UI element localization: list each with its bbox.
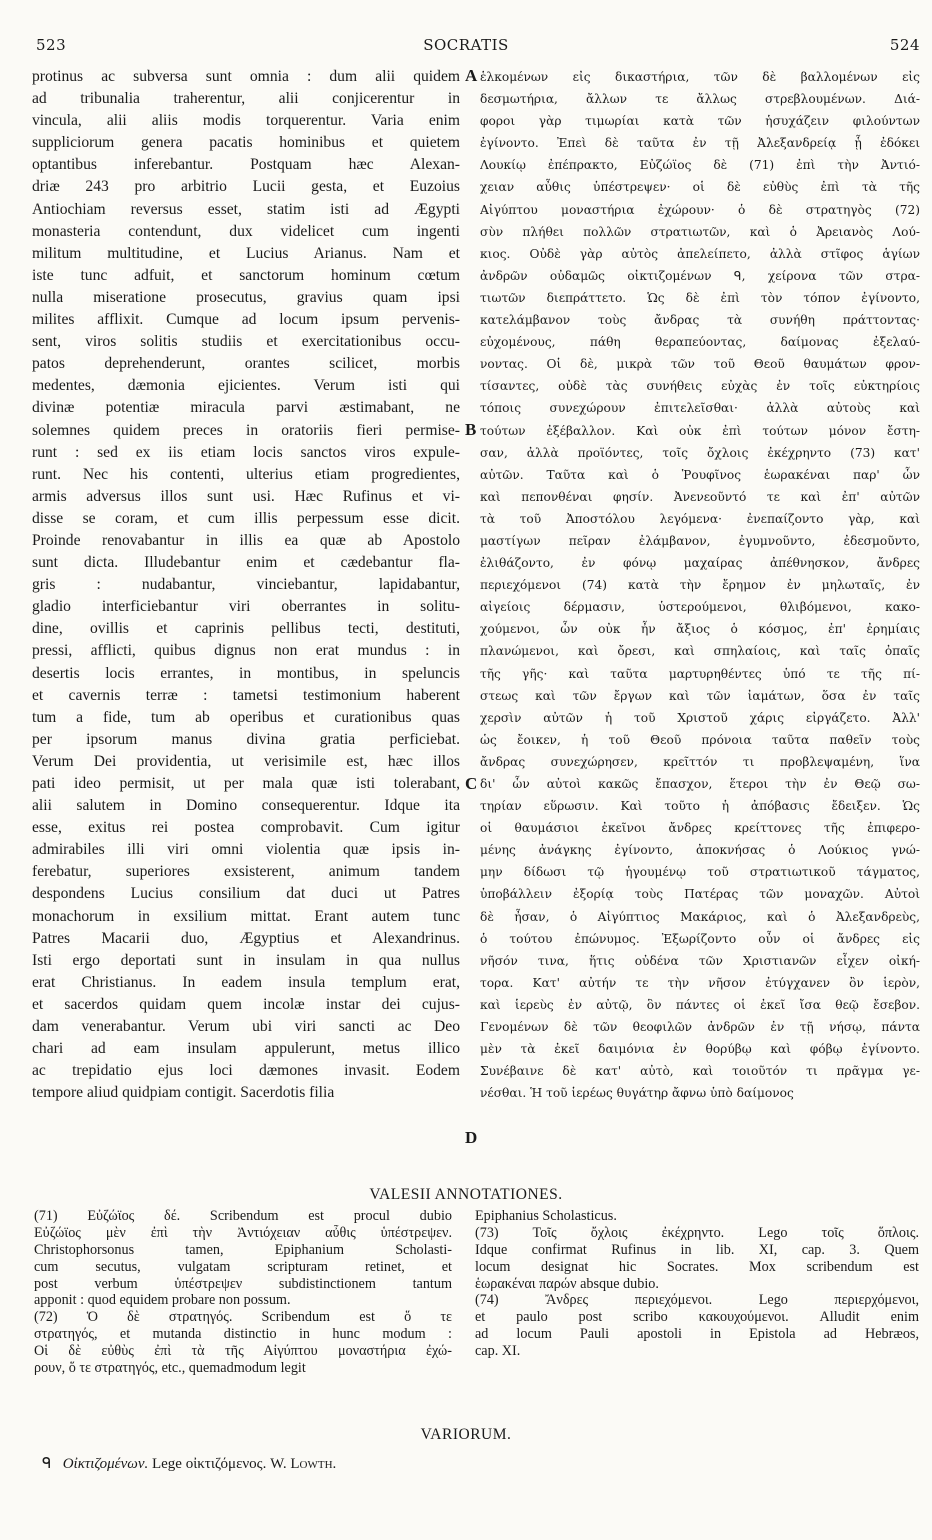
annotation-line: (73) Τοῖς ὄχλοις ἐκέχρηντο. Lego τοῖς ὅπλοις. [475, 1224, 919, 1241]
latin-text-line: Proinde renovabantur in illis ea quæ ab Apostolo [32, 531, 460, 549]
margin-letter-c: C [465, 774, 478, 793]
greek-text-line: μαστίγων πεῖραν ἐλάμβανον, ἐγυμνοῦντο, ἐδεσμοῦντο, [480, 533, 920, 548]
latin-text-line: ferebatur, superiores exsisterent, animum tandem [32, 863, 460, 881]
latin-text-line: sent, viros solitis studiis et exercitationibus occu- [32, 333, 460, 351]
greek-text-line: τόποις συνεχώρουν ἐπιτελεῖσθαι· ἀλλὰ αὐτοὺς καὶ [480, 401, 920, 416]
greek-text-line: περιεχόμενοι (74) κατὰ τὴν ἔρημον ἐν μηλωταῖς, ἐν [480, 578, 920, 593]
greek-text-line: δι' ὧν αὐτοὶ κακῶς ἔπασχον, ἕτεροι τὴν ἐν Θεῷ σω- [480, 777, 920, 791]
annotation-line: Εὐζώϊος μὲν ἐπὶ τὴν Ἀντιόχειαν αὖθις ὑπέστρεψεν. [34, 1224, 452, 1241]
latin-text-line: alii salutem in Domino consequerentur. Idque ita [32, 797, 460, 815]
latin-text-line: sunt dicta. Illudebantur enim et cædebantur fla- [32, 554, 460, 572]
latin-text-line: per ipsorum manus divina gratia perficiebat. [32, 730, 460, 748]
greek-text-line: μένης ἀνάγκης ἐγίνοντο, ἀποκνήσας ὁ Λούκιος γνώ- [480, 843, 920, 858]
annotation-line: ἑωρακέναι παρών absque dubio. [475, 1275, 659, 1292]
greek-text-line: αὐτῶν. Ταῦτα καὶ ὁ Ῥουφῖνος ἑωρακέναι παρ' ὧν [480, 467, 920, 482]
greek-text-line: νοντας. Οἱ δὲ, μικρὰ τῶν τοῦ Θεοῦ θαυμάτων φρον- [480, 357, 920, 372]
greek-text-line: ὡς ἔοικεν, ἡ τοῦ Θεοῦ πρόνοια ταῦτα παθεῖν τοὺς [480, 732, 920, 747]
latin-column [32, 66, 460, 1104]
greek-text-line: εὐχομένους, πάθη θεραπεύοντας, δαίμονας ἐξελαύ- [480, 335, 920, 350]
latin-text-line: dam venerabantur. Verum ubi viri sancti ac Deo [32, 1018, 460, 1036]
greek-text-line: φοροι γὰρ τιμωρίαι κατὰ τῶν ἡσυχάζειν φιλούντων [480, 114, 920, 129]
annotations-left-column [34, 1208, 452, 1377]
variorum-note [42, 1454, 336, 1473]
latin-text-line: milites afflixit. Cumque ad locum ipsum pervenis- [32, 311, 460, 329]
annotation-line: ad locum Pauli apostoli in Epistola ad Hebræos, [475, 1326, 919, 1343]
annotation-line: apponit : quod equidem probare non possum. [34, 1292, 291, 1309]
greek-text-line: νέσθαι. Ἡ τοῦ ἱερέως θυγάτηρ ἄφνω ὑπὸ δαίμονος [480, 1086, 794, 1101]
greek-text-line: χερσὶν αὐτῶν ἡ τοῦ Χριστοῦ χάρις εἰργάζετο. Ἀλλ' [480, 710, 920, 725]
latin-text-line: chari ad eam insulam appulerunt, metus illico [32, 1040, 460, 1058]
greek-text-line: Γενομένων δὲ τῶν θεοφιλῶν ἀνδρῶν ἐν τῇ νήσῳ, πάντα [480, 1020, 920, 1035]
margin-letter-a: A [465, 66, 478, 85]
latin-text-line: militum multitudine, et Lucius Arianus. Nam et [32, 244, 460, 262]
latin-text-line: pressi, afflicti, quibus dignus non erat mundus : in [32, 642, 460, 660]
greek-text-line: ὑποβάλλειν ἐξορίᾳ τοὺς Πατέρας τῶν μοναχῶν. Αὐτοὶ [480, 887, 920, 902]
greek-text-line: Λουκίῳ ἐπέπρακτο, Εὐζώϊος δὲ (71) ἐπὶ τὴν Ἀντιό- [480, 158, 920, 173]
latin-text-line: driæ 243 pro arbitrio Lucii gesta, et Euzoius [32, 178, 460, 196]
greek-text-line: ὁ τούτου ἐπώνυμος. Ἐξωρίζοντο οὖν οἱ ἄνδρες εἰς [480, 931, 920, 946]
latin-text-line: medentes, dæmonia ejicientes. Verum isti qui [32, 377, 460, 395]
latin-text-line: Patres Macarii duo, Ægyptius et Alexandrinus. [32, 929, 460, 947]
variorum-author: W. Lowth. [270, 1456, 337, 1472]
greek-text-line: Συνέβαινε δὲ κατ' αὐτὸ, καὶ τοιοῦτόν τι πρᾶγμα γε- [480, 1064, 920, 1079]
annotation-line: (74) Ἄνδρες περιεχόμενοι. Lego περιερχόμενοι, [475, 1292, 919, 1309]
greek-text-line: τηρίαν εὕρωσιν. Καὶ τοῦτο ἡ ἀπόβασις ἔδειξεν. Ὡς [480, 799, 920, 814]
latin-text-line: protinus ac subversa sunt omnia : dum alii quidem [32, 68, 460, 85]
latin-text-line: optantibus inferebantur. Postquam hæc Alexan- [32, 156, 460, 174]
greek-text-line: πλανώμενοι, καὶ ὄρεσι, καὶ σπηλαίοις, καὶ ταῖς ὀπαῖς [480, 644, 920, 659]
latin-text-line: Isti ergo deportati sunt in insulam in qua nullus [32, 951, 460, 969]
greek-text-line: Αἰγύπτου μοναστήρια ἐχώρουν· ὁ δὲ στρατηγὸς (72) [480, 202, 920, 217]
greek-text-line: τορα. Κατ' αὐτήν τε τὴν νῆσον ἐτύγχανεν ὂν ἱερὸν, [480, 975, 920, 990]
latin-text-line: divinæ potentiæ miracula parvi æstimabant, ne [32, 399, 460, 417]
margin-letter-b: B [465, 420, 477, 439]
latin-text-line: erat Christianus. In eadem insula templum erat, [32, 973, 460, 991]
running-title: SOCRATIS [423, 36, 509, 54]
greek-text-line: κιος. Οὐδὲ γὰρ αὐτὸς ἀπελείπετο, ἀλλὰ στῖφος ἁγίων [480, 246, 920, 261]
latin-text-line: armis adversus illos sunt usi. Hæc Rufinus et vi- [32, 487, 460, 505]
greek-text-line: οἱ θαυμάσιοι ἐκεῖνοι ἄνδρες κρείττονες τῆς ἐπιφερο- [480, 821, 920, 836]
greek-text-line: νῆσόν τινα, ἥτις οὐδένα τῶν Χριστιανῶν εἶχεν οἰκή- [480, 953, 920, 968]
greek-text-line: ἐλιθάζοντο, ἐν φόνῳ μαχαίρας ἀπέθνησκον, ἄνδρες [480, 556, 920, 571]
annotation-line: Idque confirmat Rufinus in lib. XI, cap. 3. Quem [475, 1241, 919, 1258]
latin-text-line: nulla miseratione prosecutus, gravius quam ipsi [32, 288, 460, 306]
latin-text-line: gladio interficiebantur viri oberrantes in solitu- [32, 598, 460, 616]
latin-text-line: dine, ovillis et caprinis pellibus tecti, destituti, [32, 620, 460, 638]
greek-text-line: τούτων ἐξέβαλλον. Καὶ οὐκ ἐπὶ τούτων μόνον ἔστη- [480, 423, 920, 438]
greek-text-line: τῆς γῆς· καὶ ταῦτα μαρτυρηθέντες ὑπό τε τῆς πί- [480, 666, 920, 681]
greek-text-line: ἄνδρας συνεχώρησεν, κρεῖττόν τι προβλεψαμένη, ἵνα [480, 754, 920, 769]
greek-text-line: καὶ πεπονθέναι φησίν. Ἀνενεοῦντό τε καὶ ἐπ' αὐτῶν [480, 489, 920, 504]
greek-text-line: τίσαντες, οὐδὲ τὰς συνήθεις εὐχὰς ἐν τοῖς εὐκτηρίοις [480, 379, 920, 394]
greek-text-line: σαν, ἀλλὰ προϊόντες, τοῖς ὄχλοις ἐκέχρηντο (73) κατ' [480, 445, 920, 460]
greek-text-line: μην δίδωσι τῷ ἡγουμένῳ τοῦ στρατιωτικοῦ τάγματος, [480, 865, 920, 880]
annotations-title: VALESII ANNOTATIONES. [369, 1186, 563, 1203]
greek-text-line: δὲ ἦσαν, ὁ Αἰγύπτιος Μακάριος, καὶ ὁ Ἀλεξανδρεὺς, [480, 909, 920, 924]
greek-text-line: σὺν πλήθει πολλῶν στρατιωτῶν, καὶ ὁ Ἀρειανὸς Λού- [480, 224, 920, 239]
annotation-line: cap. XI. [475, 1343, 521, 1360]
variorum-lemma: Οἰκτιζομένων. [62, 1456, 149, 1472]
latin-text-line: ac trepidatio ejus loci dæmones invasit. Eodem [32, 1062, 460, 1080]
variorum-text: Lege οἰκτιζόμενος. [151, 1456, 267, 1472]
latin-text-line: et cavernis terræ : tametsi testimonium haberent [32, 686, 460, 704]
latin-text-line: admirabiles illi viri omni violentia quæ ipsis in- [32, 841, 460, 859]
greek-text-line: τὰ τοῦ Ἀποστόλου λεγόμενα· ἐνεπαίζοντο γὰρ, καὶ [480, 511, 920, 526]
variorum-title: VARIORUM. [420, 1426, 512, 1443]
greek-text-line: αἰγείοις δέρμασιν, ὑστερούμενοι, θλιβόμενοι, κακο- [480, 600, 920, 615]
greek-text-line: χειαν αὖθις ὑπέστρεψεν· οἱ δὲ εὐθὺς ἐπὶ τὰ τῆς [480, 180, 920, 195]
latin-text-line: et sacerdos quidam quem incolæ instar dei cujus- [32, 995, 460, 1013]
latin-text-line: desertis locis errantes, in montibus, in speluncis [32, 664, 460, 682]
latin-text-line: vincula, alii aliis modis torquerentur. Varia enim [32, 112, 460, 130]
latin-text-line: runt. Nec his contenti, ulterius etiam progredientes, [32, 465, 460, 483]
greek-text-line: μὲν τὰ ἐκεῖ δαιμόνια ἐν θορύβῳ καὶ φόβῳ ἐγίνοντο. [480, 1042, 920, 1057]
annotation-line: et paulo post scribo κακουχούμενοι. Alludit enim [475, 1309, 919, 1326]
latin-text-line: solemnes quidem preces in oratoriis fieri permise- [32, 421, 460, 439]
annotation-line: locum designat hic Socrates. Mox scribendum est [475, 1258, 919, 1275]
annotation-line: Christophorsonus tamen, Epiphanium Scholasti- [34, 1241, 452, 1258]
latin-text-line: ad tribunalia traherentur, alii conjicerentur in [32, 90, 460, 108]
latin-text-line: patos deprehenderunt, orantes scilicet, morbis [32, 355, 460, 373]
margin-letter-d: D [465, 1128, 478, 1147]
greek-text-line: ἑλκομένων εἰς δικαστήρια, τῶν δὲ βαλλομένων εἰς [480, 70, 920, 84]
greek-text-line: ἐγίνοντο. Ἐπεὶ δὲ ταῦτα ἐν τῇ Ἀλεξανδρείᾳ ᾗ ἐδόκει [480, 136, 920, 151]
latin-text-line: tum a fide, tum ab operibus et curationibus quas [32, 708, 460, 726]
greek-text-line: καὶ ἱερεὺς ἐν αὐτῷ, ὃν πάντες οἱ ἐκεῖ ἴσα θεῷ ἔσεβον. [480, 997, 920, 1012]
variorum-marker: ᑫ [42, 1456, 52, 1472]
annotation-line: (71) Εὐζώϊος δέ. Scribendum est procul dubio [34, 1208, 452, 1224]
page-number-right: 524 [889, 36, 920, 54]
annotation-line: (72) Ὁ δὲ στρατηγός. Scribendum est ὅ τε [34, 1309, 452, 1326]
greek-text-line: δεσμωτήρια, ἄλλων τε ἄλλως στρεβλουμένων. Διά- [480, 92, 920, 107]
latin-text-line: gris : nudabantur, vinciebantur, lapidabantur, [32, 576, 460, 594]
latin-text-line: iste tunc adfuit, et sanctorum hominum cœtum [32, 266, 460, 284]
page-number-left: 523 [36, 36, 67, 54]
annotation-line: Οἱ δὲ εὐθὺς ἐπὶ τὰ τῆς Αἰγύπτου μοναστήρια ἐχώ- [34, 1343, 452, 1360]
latin-text-line: pati ideo permisit, ut per mala quæ isti tolerabant, [32, 775, 460, 792]
latin-text-line: tempore aliud quidpiam contigit. Sacerdotis filia [32, 1084, 335, 1102]
greek-text-line: τιωτῶν διεπράττετο. Ὡς δὲ ἐπὶ τὸν τόπον ἐγίνοντο, [480, 290, 920, 305]
annotation-line: post verbum ὑπέστρεψεν subdistinctionem tantum [34, 1275, 452, 1292]
greek-text-line: κατελάμβανον τοὺς ἄνδρας τὰ συνήθη πράττοντας· [480, 313, 920, 328]
annotation-line: cum secutus, vulgatam scripturam retinet, et [34, 1258, 452, 1275]
latin-text-line: Antiochiam reversus esset, statim isti ad Ægypti [32, 200, 460, 218]
annotation-line: ρουν, ὅ τε στρατηγός, etc., quemadmodum legit [34, 1360, 306, 1377]
latin-text-line: Verum Dei providentia, ut verisimile est, hæc illos [32, 752, 460, 770]
latin-text-line: monachorum in exsilium mittat. Erant autem tunc [32, 907, 460, 925]
latin-text-line: despondens Lucius consilium dat duci ut Patres [32, 885, 460, 903]
greek-text-line: χούμενοι, ὧν οὐκ ἦν ἄξιος ὁ κόσμος, ἐπ' ἐρημίαις [480, 622, 920, 637]
annotation-line: στρατηγός, et mutanda distinctio in hunc modum : [34, 1326, 452, 1343]
latin-text-line: esse, exitus rei postea comprobavit. Cum igitur [32, 819, 460, 837]
greek-text-line: ἀνδρῶν οὐδαμῶς οἰκτιζομένων ᑫ, χείρονα τῶν στρα- [480, 268, 920, 283]
annotations-right-column [475, 1208, 919, 1360]
latin-text-line: suppliciorum genera pacatis hominibus et quietem [32, 134, 460, 152]
greek-text-line: στεως καὶ τῶν ἔργων καὶ τῶν ἰαμάτων, ὅσα ἐν ταῖς [480, 688, 920, 703]
latin-text-line: monasteria contendunt, dux videlicet cum ingenti [32, 222, 460, 240]
greek-column [480, 66, 920, 1104]
latin-text-line: disse se coram, et cum illis perpessum esse dicit. [32, 509, 460, 527]
latin-text-line: runt : sed ex iis etiam locis sanctos viros expule- [32, 443, 460, 461]
annotation-line: Epiphanius Scholasticus. [475, 1208, 617, 1224]
